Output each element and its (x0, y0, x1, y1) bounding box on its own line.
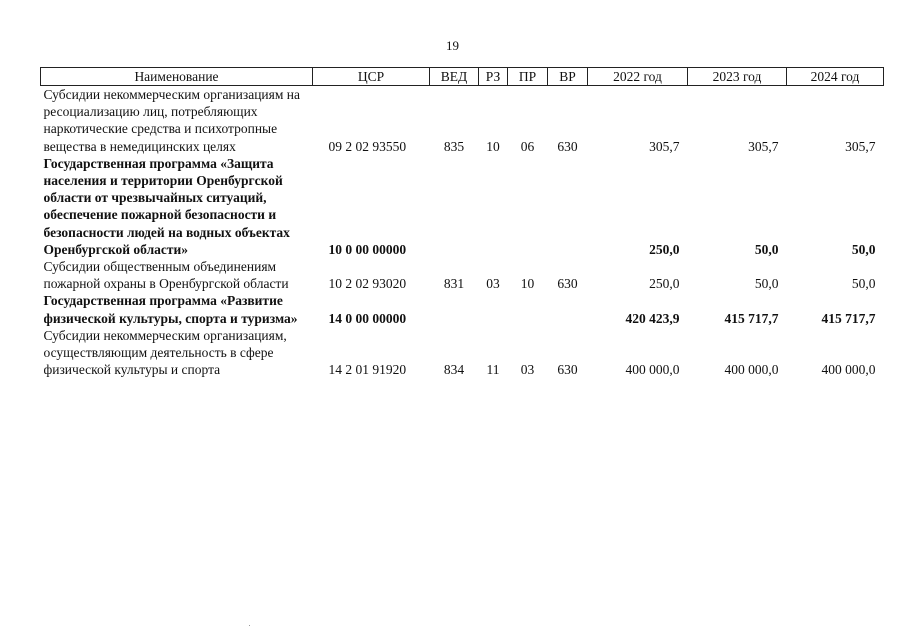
row-2022: 305,7 (649, 138, 680, 154)
row-vr: 630 (557, 362, 578, 378)
row-2024: 415 717,7 (821, 310, 876, 326)
row-2023: 305,7 (748, 138, 779, 154)
row-name: Субсидии общественным объединениям пожарной охраны в Оренбургской области (43, 259, 289, 292)
header-2024: 2024 год (787, 68, 884, 86)
header-rz: РЗ (479, 68, 508, 86)
row-pr: 10 (520, 276, 535, 292)
row-csr: 14 0 00 00000 (328, 310, 407, 326)
row-2023: 50,0 (754, 241, 779, 257)
row-2022: 250,0 (649, 241, 680, 257)
row-vr (548, 292, 588, 326)
row-name: Субсидии некоммерческим организациям, осуществляющим деятельность в сфере физической культуры и спорта (43, 327, 287, 378)
row-2022: 250,0 (649, 276, 680, 292)
table-row (41, 258, 884, 292)
row-2022: 400 000,0 (625, 362, 680, 378)
scan-speck (249, 625, 250, 626)
row-rz (479, 155, 508, 258)
row-2023: 415 717,7 (724, 310, 779, 326)
row-2024: 50,0 (851, 276, 876, 292)
row-rz (479, 292, 508, 326)
row-ved (430, 155, 479, 258)
row-ved: 831 (443, 276, 465, 292)
row-csr: 14 2 01 91920 (328, 362, 407, 378)
row-csr: 10 0 00 00000 (328, 241, 407, 257)
header-2022: 2022 год (588, 68, 688, 86)
table-row (41, 327, 884, 379)
row-rz: 11 (486, 362, 500, 378)
table-header-row (41, 68, 884, 86)
row-name: Государственная программа «Защита населения и территории Оренбургской области от чрезвычайных ситуаций, обеспечение пожарной безопасности и безопасности людей на водных объектах Оренбургской области» (43, 155, 290, 257)
header-vr: ВР (548, 68, 588, 86)
header-2023: 2023 год (688, 68, 787, 86)
budget-table (40, 67, 884, 378)
row-2024: 50,0 (851, 241, 876, 257)
row-csr: 09 2 02 93550 (328, 138, 407, 154)
row-vr: 630 (557, 138, 578, 154)
table-row (41, 292, 884, 326)
row-ved: 835 (443, 138, 465, 154)
header-ved: ВЕД (430, 68, 479, 86)
row-vr (548, 155, 588, 258)
header-name: Наименование (41, 68, 313, 86)
row-2024: 400 000,0 (821, 362, 876, 378)
row-pr: 06 (520, 138, 535, 154)
row-2023: 400 000,0 (724, 362, 779, 378)
row-pr: 03 (520, 362, 535, 378)
row-ved: 834 (443, 362, 465, 378)
row-2022: 420 423,9 (625, 310, 680, 326)
row-name: Государственная программа «Развитие физической культуры, спорта и туризма» (43, 293, 298, 326)
row-vr: 630 (557, 276, 578, 292)
row-2023: 50,0 (754, 276, 779, 292)
row-2024: 305,7 (845, 138, 876, 154)
page-number: 19 (446, 38, 459, 53)
header-pr: ПР (508, 68, 548, 86)
table-row (41, 155, 884, 258)
row-pr (508, 292, 548, 326)
row-rz: 03 (486, 276, 500, 292)
table-row (41, 86, 884, 155)
header-csr: ЦСР (313, 68, 430, 86)
row-csr: 10 2 02 93020 (328, 276, 407, 292)
row-name: Субсидии некоммерческим организациям на ресоциализацию лиц, потребляющих наркотические средства и психотропные вещества в немедицинских целях (43, 87, 300, 154)
row-ved (430, 292, 479, 326)
row-pr (508, 155, 548, 258)
row-rz: 10 (486, 138, 500, 154)
